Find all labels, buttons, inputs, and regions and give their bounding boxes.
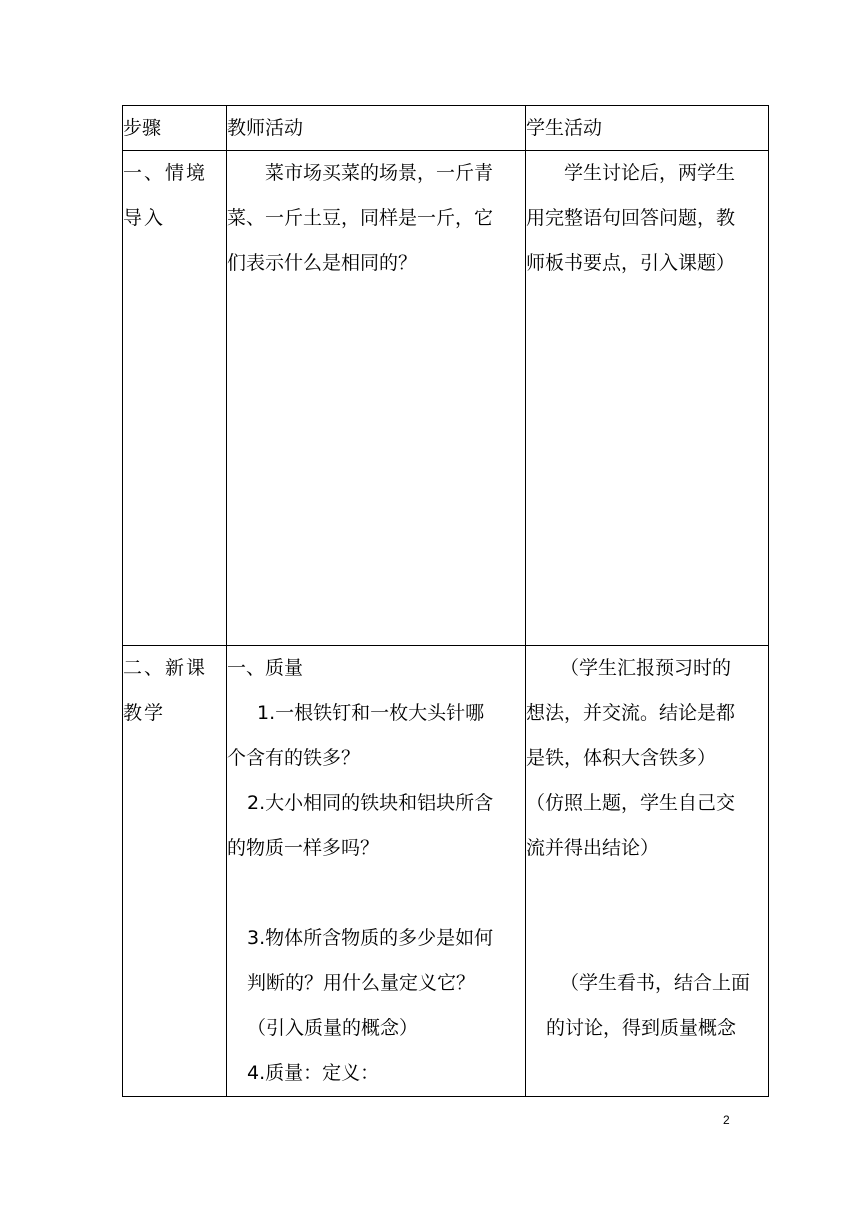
text-line: （学生汇报预习时的 (560, 657, 732, 679)
text-line: 是铁，体积大含铁多） (526, 747, 717, 769)
text-line: 4.质量：定义： (247, 1062, 380, 1084)
table-header-row (123, 106, 769, 151)
header-student-activity: 学生活动 (526, 106, 769, 151)
text-line: 菜市场买菜的场景，一斤青 (265, 162, 494, 184)
text-line: 个含有的铁多？ (227, 747, 361, 769)
text-line: 3.物体所含物质的多少是如何 (247, 927, 494, 949)
teacher-activity-cell (227, 151, 526, 646)
text-line: （学生看书，结合上面 (560, 972, 751, 994)
text-line: 用完整语句回答问题，教 (526, 207, 736, 229)
text-line: 的讨论，得到质量概念 (546, 1017, 737, 1039)
text-line: 的物质一样多吗？ (227, 837, 380, 859)
step-label: 导入 (123, 207, 166, 229)
text-line: （仿照上题，学生自己交 (526, 792, 736, 814)
header-teacher-activity: 教师活动 (227, 106, 526, 151)
text-line: 流并得出结论） (526, 837, 660, 859)
text-line: 判断的？用什么量定义它？ (247, 972, 476, 994)
step-label: 教学 (123, 702, 166, 724)
text-line: （引入质量的概念） (247, 1017, 419, 1039)
student-activity-cell (526, 646, 769, 1097)
text-line: 1.一根铁钉和一枚大头针哪 (257, 702, 485, 724)
step-cell (123, 646, 227, 1097)
text-line: 学生讨论后，两学生 (564, 162, 736, 184)
page-number: 2 (723, 1113, 730, 1127)
lesson-plan-table (122, 105, 769, 1097)
step-cell (123, 151, 227, 646)
text-line: 一、质量 (227, 657, 304, 679)
text-line: 菜、一斤土豆，同样是一斤，它 (227, 207, 494, 229)
step-label: 一、情境 (123, 162, 208, 184)
text-line: 们表示什么是相同的？ (227, 252, 418, 274)
text-line: 师板书要点，引入课题） (526, 252, 736, 274)
text-line: 2.大小相同的铁块和铝块所含 (247, 792, 494, 814)
header-step: 步骤 (123, 106, 227, 151)
spacer (227, 871, 525, 916)
table-row (123, 151, 769, 646)
teacher-activity-cell (227, 646, 526, 1097)
text-line: 想法，并交流。结论是都 (526, 702, 736, 724)
table-row (123, 646, 769, 1097)
spacer (526, 871, 768, 961)
step-label: 二、新课 (123, 657, 208, 679)
student-activity-cell (526, 151, 769, 646)
